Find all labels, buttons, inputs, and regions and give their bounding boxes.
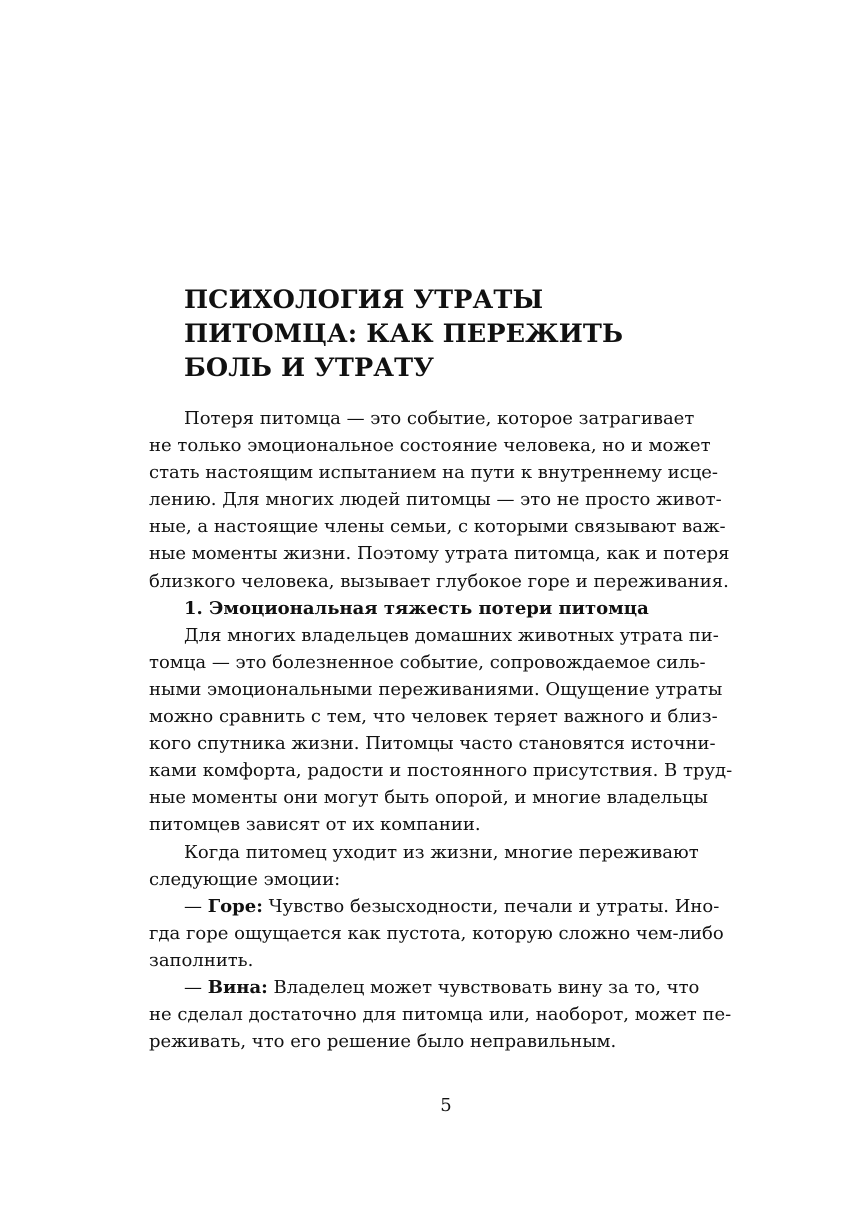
section-heading: 1. Эмоциональная тяжесть потери питомца [184,597,649,619]
text-line: питомцев зависят от их компании. [149,814,481,836]
text-line: следующие эмоции: [149,868,341,890]
list-dash: — [184,895,208,917]
text-line: томца — это болезненное событие, сопровождаемое силь- [149,651,706,673]
text-line: стать настоящим испытанием на пути к внутреннему исце- [149,462,719,484]
chapter-title [184,283,704,385]
list-text: Владелец может чувствовать вину за то, что [267,976,700,998]
intro-paragraph [149,405,749,595]
text-line: кого спутника жизни. Питомцы часто становятся источни- [149,733,716,755]
chapter-title-line: БОЛЬ И УТРАТУ [184,353,435,383]
text-line: Когда питомец уходит из жизни, многие переживают [184,841,699,863]
text-line: не сделал достаточно для питомца или, наоборот, может пе- [149,1004,732,1026]
list-dash: — [184,976,208,998]
section-paragraph [149,622,749,839]
guilt-list-item [149,974,749,1055]
text-line: не только эмоциональное состояние человека, но и может [149,435,711,457]
grief-list-item [149,893,749,974]
page-number: 5 [440,1095,452,1116]
list-text: Чувство безысходности, печали и утраты. Ино- [262,895,720,917]
text-line [149,893,749,920]
emotions-intro-paragraph [149,839,749,893]
text-line: гда горе ощущается как пустота, которую сложно чем-либо [149,922,724,944]
text-line: ками комфорта, радости и постоянного присутствия. В труд- [149,760,733,782]
text-line: близкого человека, вызывает глубокое горе и переживания. [149,570,729,592]
text-line: Для многих владельцев домашних животных утрата пи- [184,624,719,646]
text-line: заполнить. [149,949,254,971]
text-line [149,974,749,1001]
text-line: ные моменты жизни. Поэтому утрата питомца, как и потеря [149,543,730,565]
text-line: лению. Для многих людей питомцы — это не просто живот- [149,489,722,511]
text-line: можно сравнить с тем, что человек теряет важного и близ- [149,706,718,728]
text-line: ные, а настоящие члены семьи, с которыми связывают важ- [149,516,726,538]
text-line: ные моменты они могут быть опорой, и многие владельцы [149,787,708,809]
body-text [149,405,749,1055]
list-term: Вина: [207,976,268,998]
text-line: ными эмоциональными переживаниями. Ощущение утраты [149,678,723,700]
text-line: Потеря питомца — это событие, которое затрагивает [184,408,695,429]
chapter-title-line: ПСИХОЛОГИЯ УТРАТЫ [184,285,544,315]
text-line: реживать, что его решение было неправильным. [149,1031,617,1053]
list-term: Горе: [207,895,263,917]
chapter-title-line: ПИТОМЦА: КАК ПЕРЕЖИТЬ [184,319,624,349]
